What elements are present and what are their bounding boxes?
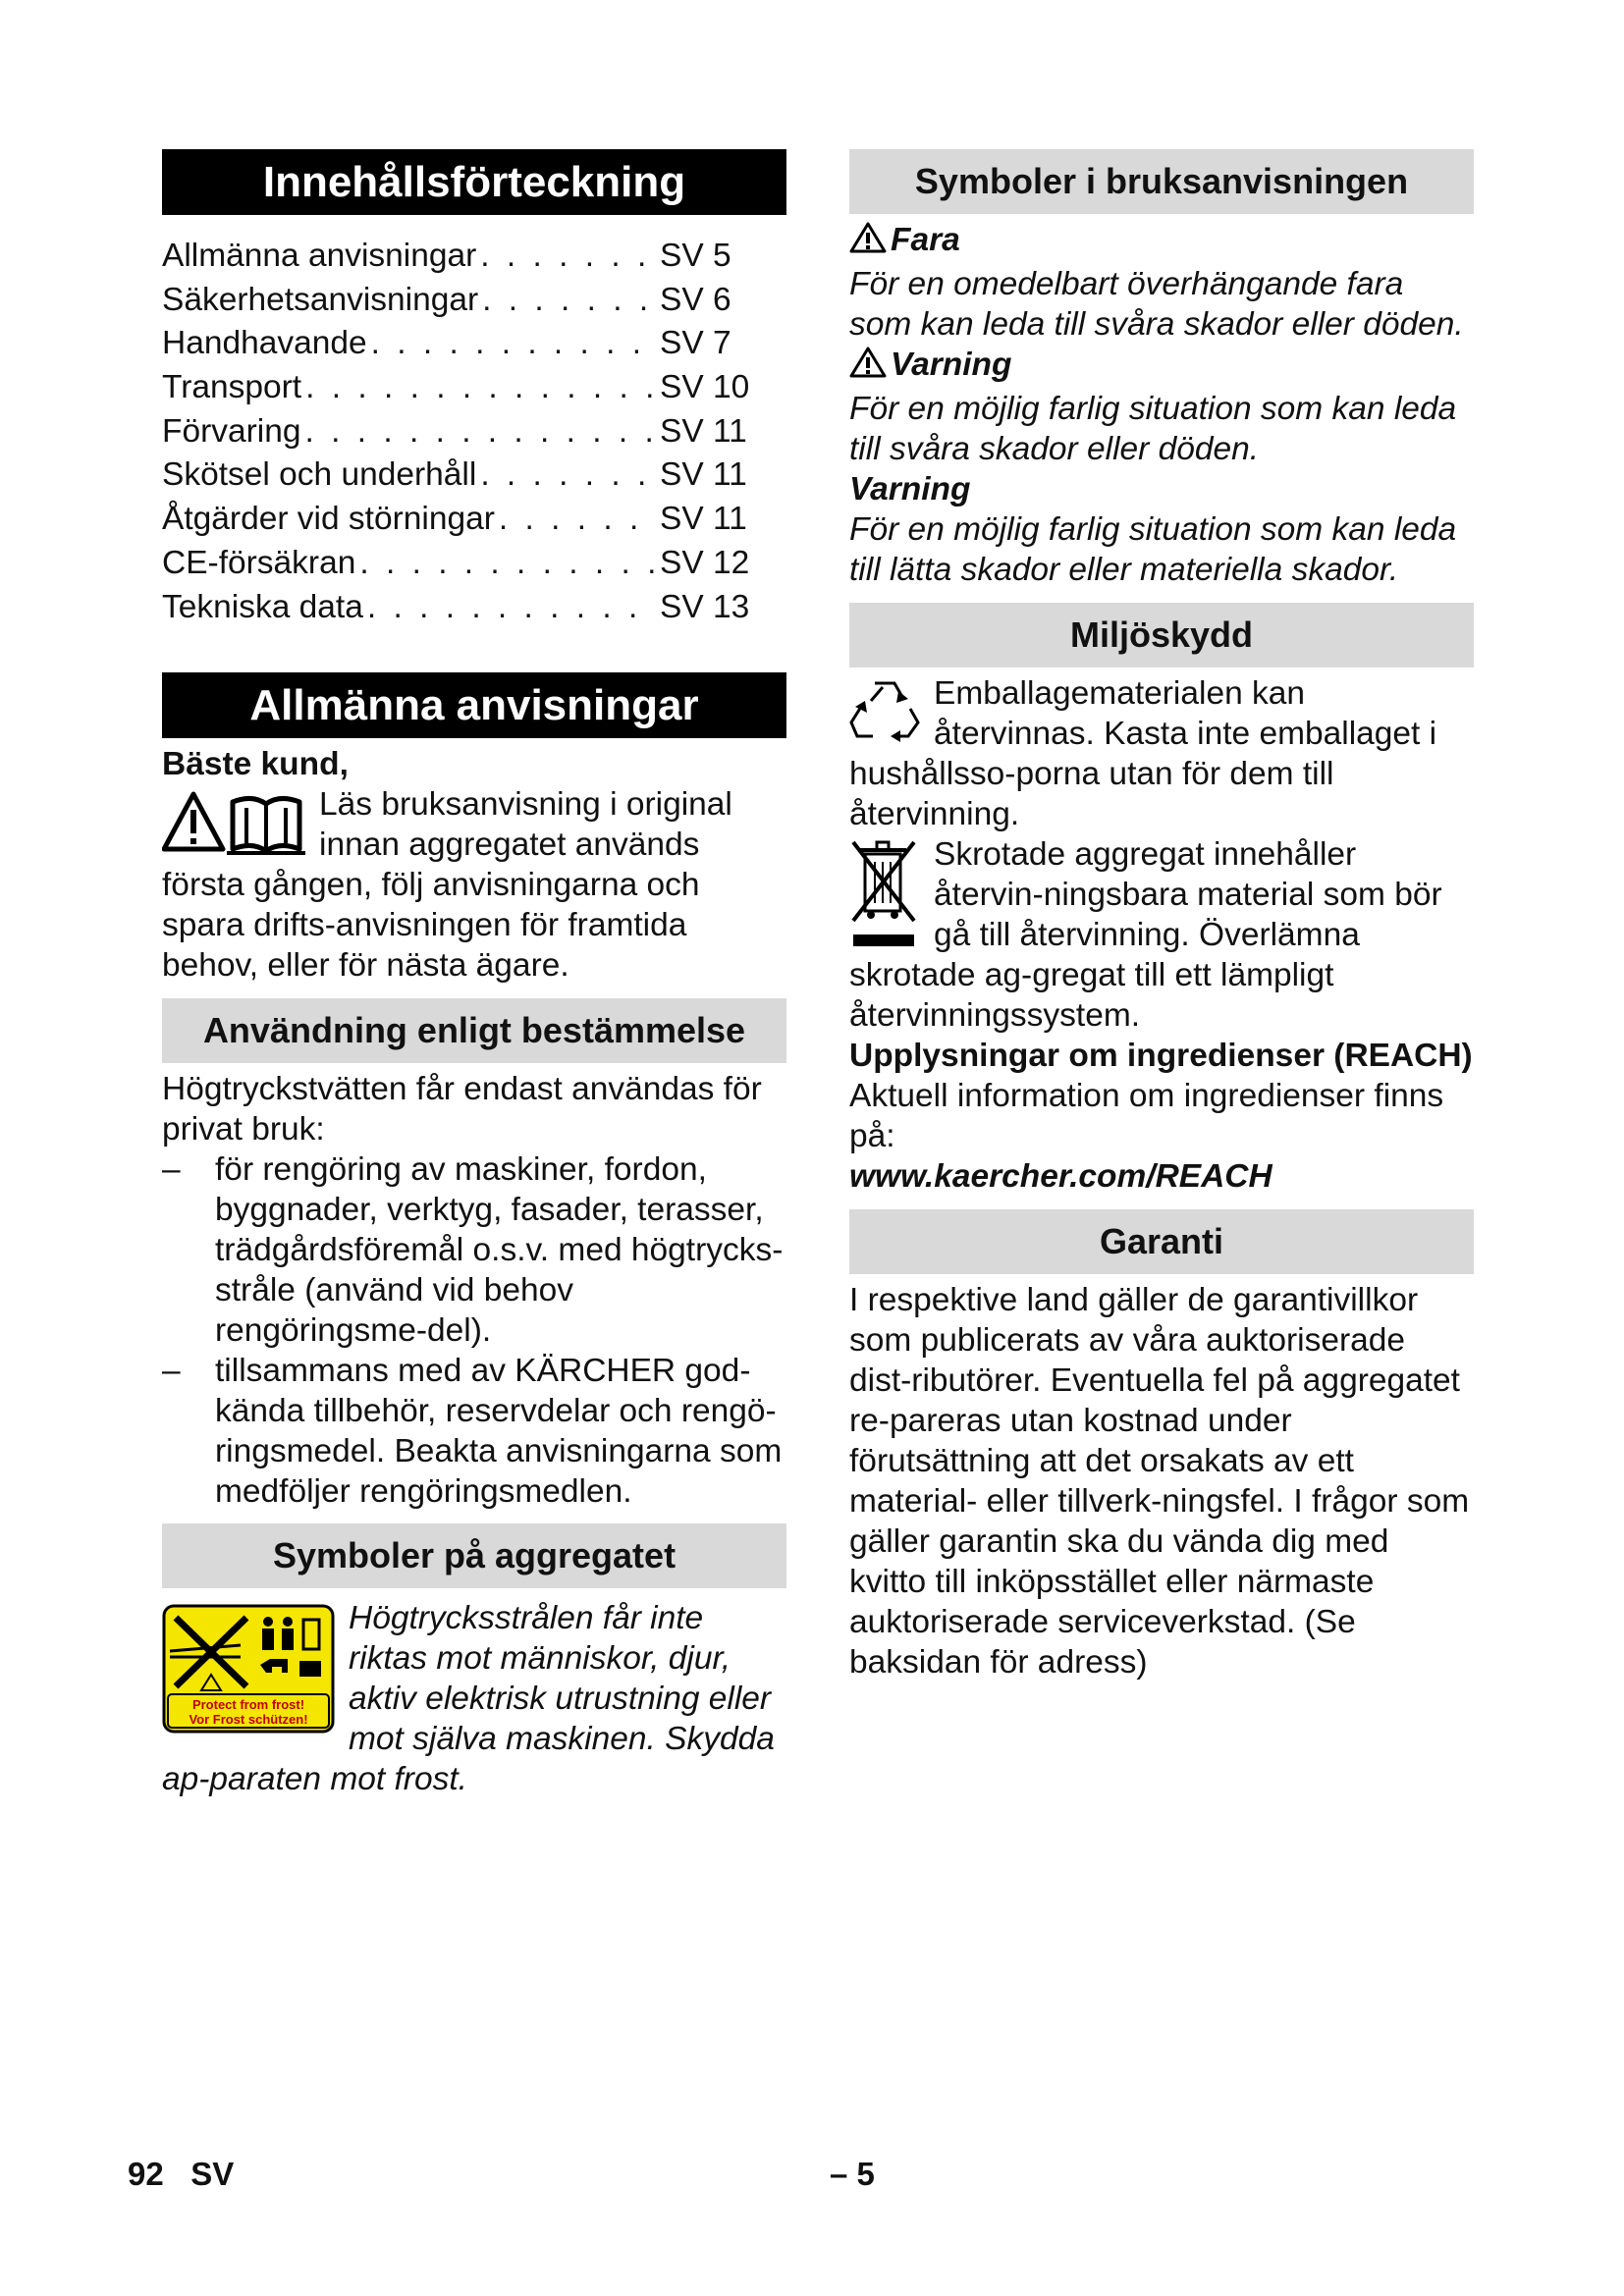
read-manual-icon	[162, 788, 307, 862]
toc-entry	[162, 235, 786, 279]
left-column	[162, 149, 786, 1799]
recycle-icon	[849, 677, 920, 747]
caution-text: För en möjlig farlig situation som kan leda till lätta skador eller materiella skador.	[849, 511, 1457, 588]
intended-use-heading: Användning enligt bestämmelse	[162, 998, 786, 1063]
weee-text: Skrotade aggregat innehåller återvin-ningsbara material som bör gå till återvinning. Överlämna skrotade ag-gregat till ett lämpligt återvinningssystem.	[849, 836, 1442, 1034]
toc-leader-dots	[367, 586, 656, 630]
warranty-text: I respektive land gäller de garantivillkor som publicerats av våra auktoriserade dist-ributörer. Eventuella fel på aggregatet re-pareras utan kostnad under förutsättning att det orsakats av ett material- eller tillverk-ningsfel. I frågor som gäller garantin ska du vända dig med kvitto till inköpsstället eller närmaste auktoriserade serviceverkstad. (Se baksidan för adress)	[849, 1282, 1470, 1681]
toc-entry-title: Handhavande	[162, 325, 367, 362]
toc-entry-page: SV 11	[660, 412, 747, 450]
warning-triangle-icon	[849, 346, 887, 389]
toc-entry	[162, 586, 786, 630]
toc-leader-dots	[499, 498, 656, 542]
footer-page-number: 92 SV	[128, 2156, 235, 2192]
toc-list	[162, 235, 786, 629]
toc-entry-title: Förvaring	[162, 412, 301, 450]
toc-entry-title: Åtgärder vid störningar	[162, 501, 495, 538]
toc-entry-title: CE-försäkran	[162, 544, 356, 581]
recycle-text: Emballagematerialen kan återvinnas. Kasta inte emballaget i hushållsso-porna utan för dem till återvinning.	[849, 675, 1437, 832]
toc-leader-dots	[482, 279, 656, 323]
warning-triangle-icon	[849, 221, 887, 264]
caution-label: Varning	[849, 471, 971, 507]
no-spray-frost-sticker	[162, 1604, 335, 1738]
toc-entry	[162, 279, 786, 323]
toc-entry-page: SV 6	[660, 281, 731, 318]
toc-heading: Innehållsförteckning	[162, 149, 786, 215]
toc-entry	[162, 322, 786, 366]
intended-use-list	[162, 1149, 786, 1512]
right-column	[849, 149, 1474, 1682]
toc-entry-title: Säkerhetsanvisningar	[162, 281, 479, 318]
warranty-heading: Garanti	[849, 1209, 1474, 1274]
sticker-text-en: Protect from frost!	[191, 1697, 305, 1713]
toc-entry-page: SV 5	[660, 238, 731, 274]
toc-entry-page: SV 11	[660, 501, 747, 538]
toc-entry-title: Tekniska data	[162, 588, 363, 625]
toc-leader-dots	[305, 366, 656, 410]
toc-entry	[162, 498, 786, 542]
toc-leader-dots	[305, 410, 657, 454]
toc-leader-dots	[480, 454, 656, 498]
toc-entry	[162, 366, 786, 410]
toc-entry-page: SV 10	[660, 369, 750, 406]
intended-use-intro: Högtryckstvätten får endast användas för privat bruk:	[162, 1071, 762, 1148]
toc-entry-page: SV 7	[660, 325, 731, 362]
toc-entry-page: SV 12	[660, 544, 750, 581]
reach-link[interactable]: www.kaercher.com/REACH	[849, 1158, 1272, 1195]
danger-label: Fara	[849, 220, 1474, 264]
list-item: – för rengöring av maskiner, fordon, byggnader, verktyg, fasader, terasser, trädgårdsföremål o.s.v. med högtrycks-stråle (använd vid behov rengöringsme-del).	[162, 1151, 784, 1350]
salutation: Bäste kund,	[162, 746, 349, 783]
danger-text: För en omedelbart överhängande fara som kan leda till svåra skador eller döden.	[849, 266, 1464, 343]
toc-entry-title: Skötsel och underhåll	[162, 456, 477, 494]
sticker-text-de: Vor Frost schützen!	[189, 1712, 308, 1728]
toc-leader-dots	[371, 322, 656, 366]
crossed-bin-icon	[849, 836, 920, 955]
toc-entry-page: SV 13	[660, 588, 750, 625]
general-heading: Allmänna anvisningar	[162, 672, 786, 738]
toc-entry-title: Allmänna anvisningar	[162, 238, 477, 274]
general-text: Läs bruksanvisning i original innan aggregatet används första gången, följ anvisningarna och spara drifts-anvisningen för framtida behov, eller för nästa ägare.	[162, 786, 732, 985]
list-item: – tillsammans med av KÄRCHER god-kända tillbehör, reservdelar och rengö-ringsmedel. Beakta anvisningarna som medföljer rengöringsmedlen.	[162, 1353, 783, 1511]
toc-entry-page: SV 11	[660, 456, 747, 494]
toc-entry	[162, 410, 786, 454]
reach-heading: Upplysningar om ingredienser (REACH)	[849, 1038, 1473, 1074]
environment-heading: Miljöskydd	[849, 603, 1474, 667]
footer-language: SV	[190, 2156, 235, 2192]
toc-entry	[162, 542, 786, 586]
toc-leader-dots	[359, 542, 656, 586]
unit-symbols-heading: Symboler på aggregatet	[162, 1523, 786, 1588]
toc-entry-title: Transport	[162, 369, 302, 406]
warning-label: Varning	[849, 345, 1474, 389]
unit-symbols-text: Högtrycksstrålen får inte riktas mot människor, djur, aktiv elektrisk utrustning eller mot själva maskinen. Skydda ap-paraten mot frost.	[162, 1600, 775, 1798]
toc-leader-dots	[480, 235, 656, 279]
warning-text: För en möjlig farlig situation som kan leda till svåra skador eller döden.	[849, 391, 1457, 467]
reach-text: Aktuell information om ingredienser finns på:	[849, 1078, 1444, 1154]
footer-section-page: – 5	[830, 2156, 875, 2192]
manual-symbols-heading: Symboler i bruksanvisningen	[849, 149, 1474, 214]
toc-entry	[162, 454, 786, 498]
